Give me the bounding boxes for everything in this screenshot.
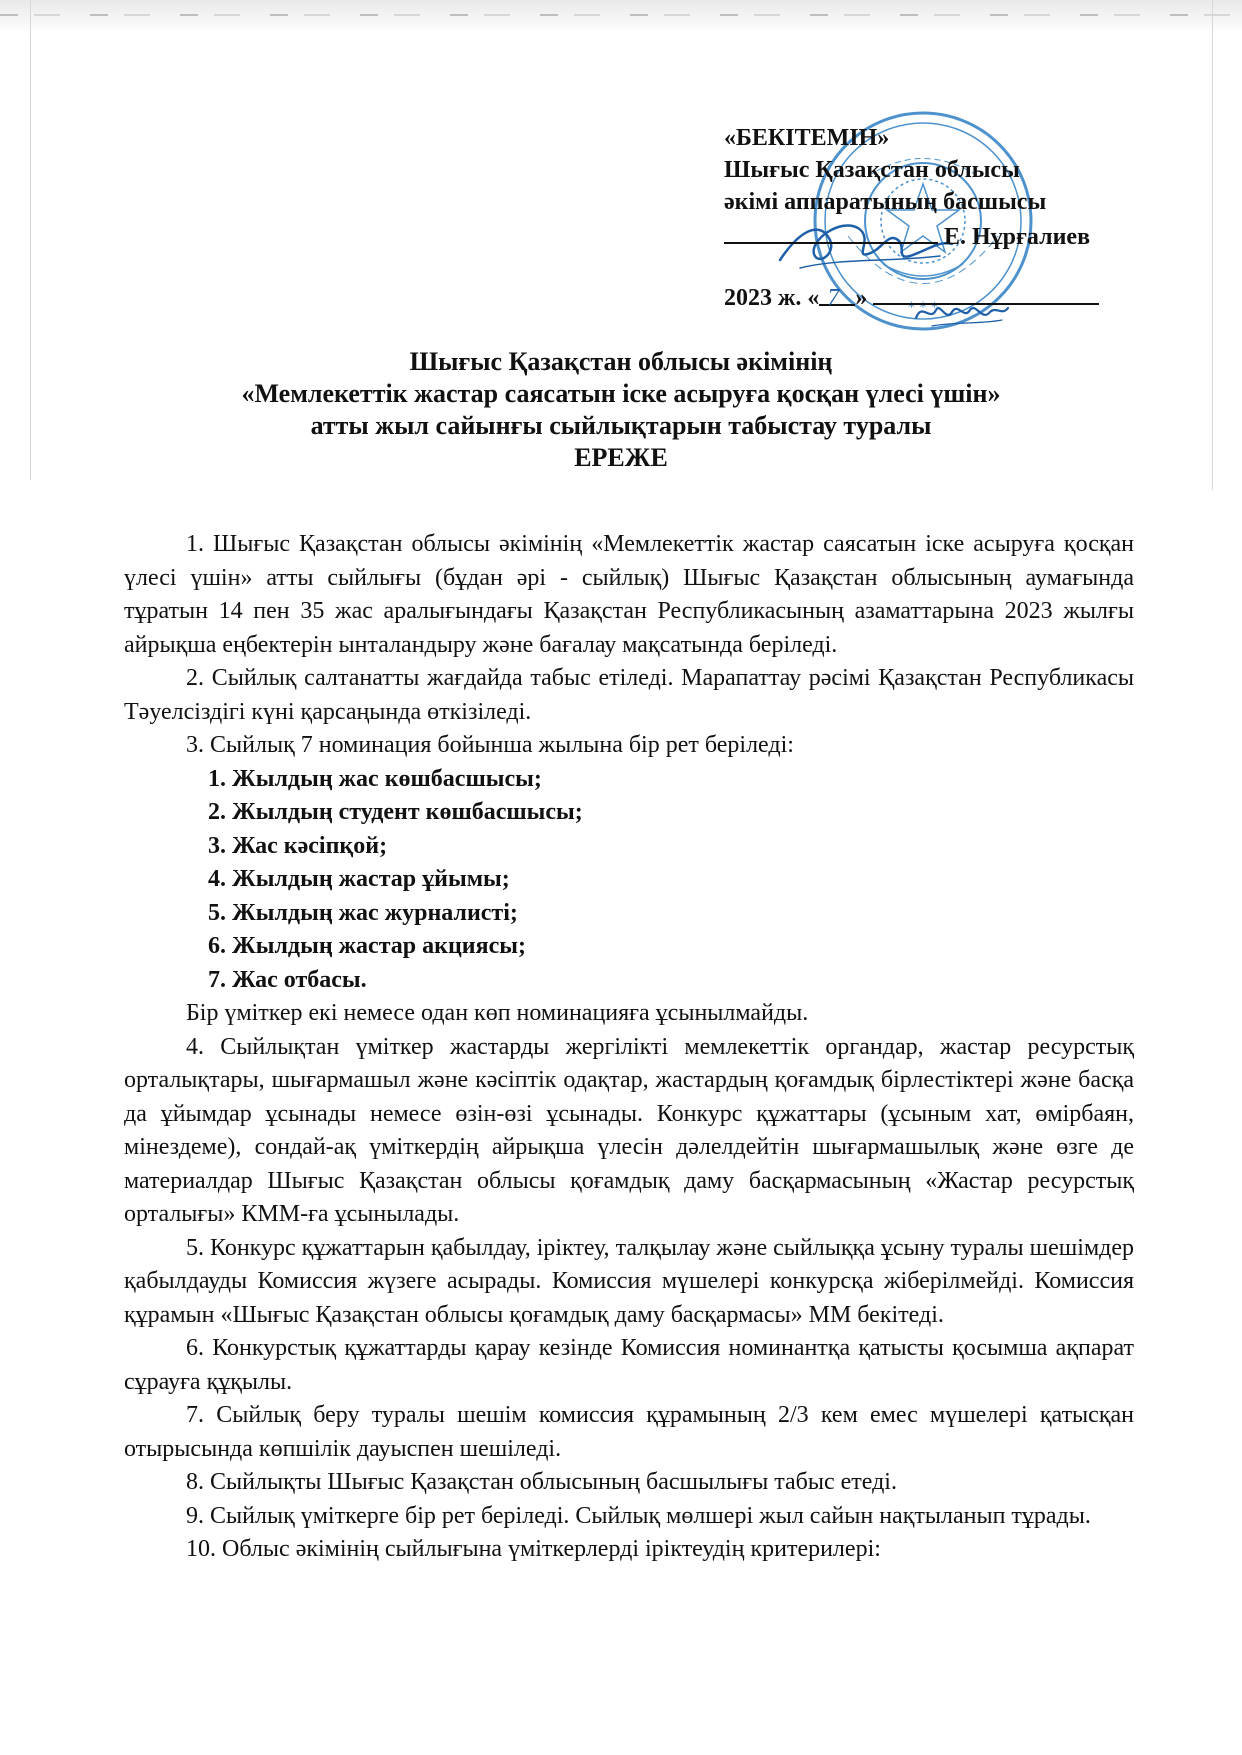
approval-line-2: әкімі аппаратының басшысы xyxy=(724,189,1047,215)
date-day-field xyxy=(819,282,855,311)
approval-signer: Е. Нұрғалиев xyxy=(944,224,1091,250)
nomination-item: 3. Жас кәсіпқой; xyxy=(208,832,388,859)
paragraph-10: 10. Облыс әкімінің сыйлығына үміткерлерді іріктеудің критерилері: xyxy=(186,1536,881,1562)
document-body xyxy=(124,528,1134,1567)
date-mid: » xyxy=(855,285,868,311)
approval-date-row xyxy=(724,281,1144,314)
nomination-item: 2. Жылдың студент көшбасшысы; xyxy=(208,799,583,825)
paragraph-6: 6. Конкурстық құжаттарды қарау кезінде Комиссия номинантқа қатысты қосымша ақпарат сұрауға құқылы. xyxy=(124,1335,1134,1395)
paragraph-9: 9. Сыйлық үміткерге бір рет беріледі. Сыйлық мөлшері жыл сайын нақтыланып тұрады. xyxy=(186,1502,1091,1529)
date-month-field xyxy=(873,281,1099,305)
paragraph-7: 7. Сыйлық беру туралы шешім комиссия құрамының 2/3 кем емес мүшелері қатысқан отырысында көпшілік дауыспен шешіледі. xyxy=(124,1402,1134,1462)
paragraph-3: 3. Сыйлық 7 номинация бойынша жылына бір рет беріледі: xyxy=(186,732,794,758)
scan-artifact-line xyxy=(0,14,1242,16)
paragraph-1: 1. Шығыс Қазақстан облысы әкімінің «Мемлекеттік жастар саясатын іске асыруға қосқан үлесі үшін» атты сыйлығы (бұдан әрі - сыйлық) Шығыс Қазақстан облысының аумағында тұратын 14 пен 35 жас аралығындағы Қазақстан Республикасының азаматтарына 2023 жылғы айрықша еңбектерін ынталандыру және бағалау мақсатында беріледі. xyxy=(124,531,1134,658)
approval-line-1: Шығыс Қазақстан облысы xyxy=(724,157,1020,183)
nomination-item: 1. Жылдың жас көшбасшысы; xyxy=(208,765,542,792)
scan-edge xyxy=(0,0,1242,34)
document-title xyxy=(0,346,1242,474)
approval-signature-row xyxy=(724,218,1144,253)
date-prefix: 2023 ж. « xyxy=(724,285,820,311)
title-line-3: атты жыл сайынғы сыйлықтарын табыстау туралы xyxy=(310,411,932,440)
title-line-2: «Мемлекеттік жастар саясатын іске асыруға қосқан үлесі үшін» xyxy=(241,379,1001,408)
signature-blank xyxy=(724,218,938,244)
nomination-item: 6. Жылдың жастар акциясы; xyxy=(208,933,526,959)
approval-heading: «БЕКІТЕМІН» xyxy=(724,125,890,151)
paragraph-2: 2. Сыйлық салтанатты жағдайда табыс етіледі. Марапаттау рәсімі Қазақстан Республикасы Тәуелсіздігі күні қарсаңында өткізіледі. xyxy=(124,665,1134,725)
date-day: 7 xyxy=(827,285,840,311)
nomination-note: Бір үміткер екі немесе одан көп номинацияға ұсынылмайды. xyxy=(186,1000,809,1026)
nomination-item: 7. Жас отбасы. xyxy=(208,966,367,993)
paragraph-5: 5. Конкурс құжаттарын қабылдау, іріктеу, талқылау және сыйлыққа ұсыну туралы шешімдер қабылдауды Комиссия жүзеге асырады. Комиссия мүшелері конкурсқа жіберілмейді. Комиссия құрамын «Шығыс Қазақстан облысы қоғамдық даму басқармасы» ММ бекітеді. xyxy=(124,1234,1134,1328)
nomination-item: 5. Жылдың жас журналисті; xyxy=(208,899,518,926)
title-line-1: Шығыс Қазақстан облысы әкімінің xyxy=(409,347,833,376)
title-line-4: ЕРЕЖЕ xyxy=(574,443,668,472)
nomination-item: 4. Жылдың жастар ұйымы; xyxy=(208,866,510,892)
paragraph-8: 8. Сыйлықты Шығыс Қазақстан облысының басшылығы табыс етеді. xyxy=(186,1469,897,1495)
svg-text:* * *: * * * xyxy=(908,300,938,316)
paragraph-4: 4. Сыйлықтан үміткер жастарды жергілікті мемлекеттік органдар, жастар ресурстық орталықтары, шығармашыл және кәсіптік одақтар, жастардың қоғамдық бірлестіктері және басқа да ұйымдар ұсынады немесе өзін-өзі ұсынады. Конкурс құжаттары (ұсыным хат, өмірбаян, мінездеме), сондай-ақ үміткердің айрықша үлесін дәлелдейтін шығармашылық және өзге де материалдар Шығыс Қазақстан облысы қоғамдық даму басқармасының «Жастар ресурстық орталығы» КММ-ға ұсынылады. xyxy=(124,1033,1134,1227)
approval-block xyxy=(724,122,1144,314)
